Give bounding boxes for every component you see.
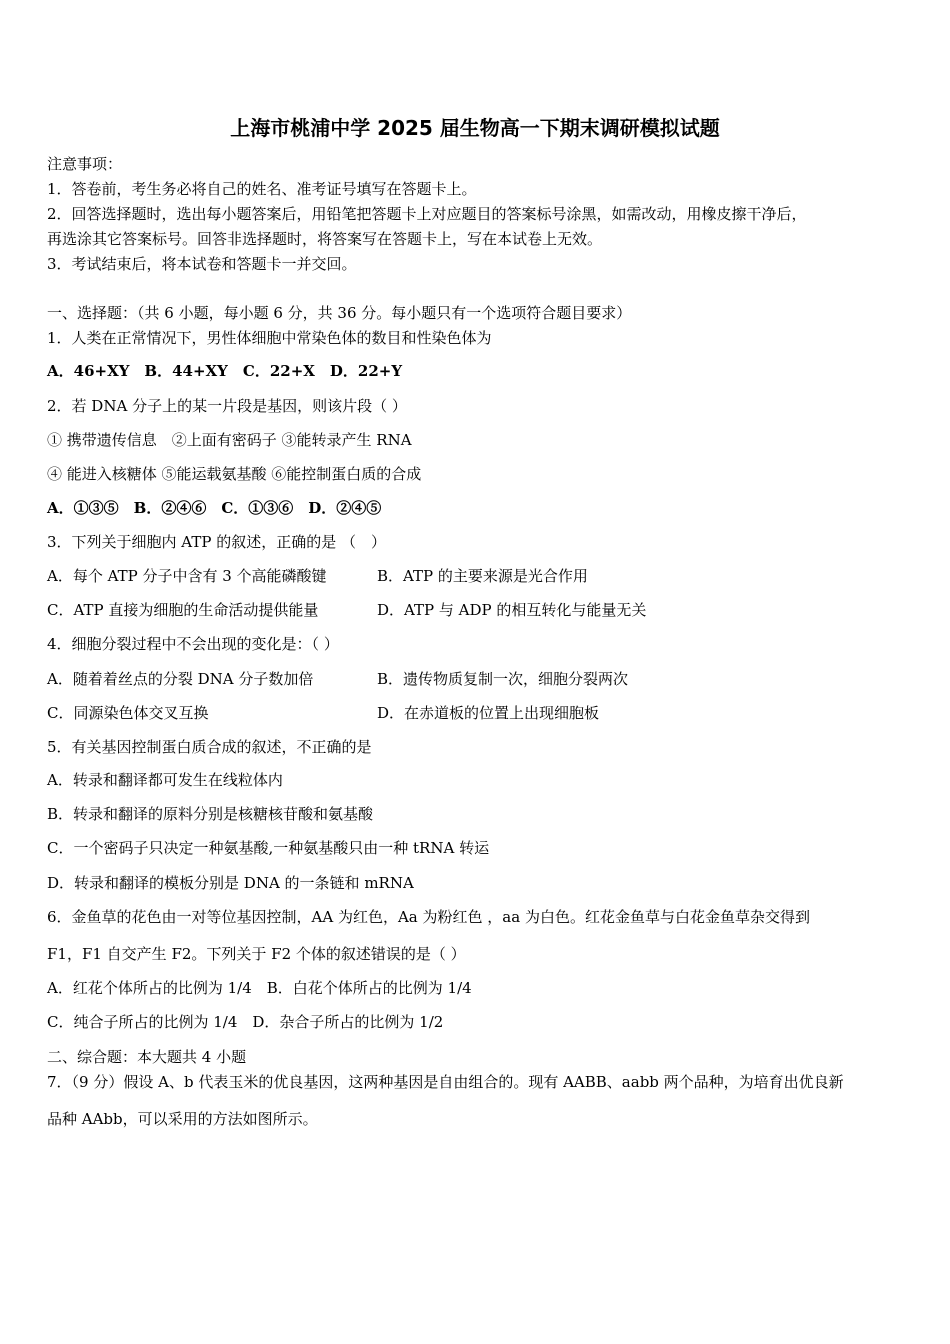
question-stem: 3．下列关于细胞内 ATP 的叙述，正确的是 （ ） — [47, 533, 386, 551]
section-heading: 一、选择题：（共 6 小题，每小题 6 分，共 36 分。每小题只有一个选项符合题目要求） — [47, 304, 632, 322]
section-heading: 二、综合题：本大题共 4 小题 — [47, 1048, 247, 1066]
option-a: A．每个 ATP 分子中含有 3 个高能磷酸键 — [47, 567, 327, 585]
question-options: A．红花个体所占的比例为 1/4 B．白花个体所占的比例为 1/4 — [47, 979, 472, 997]
option-c: C．一个密码子只决定一种氨基酸,一种氨基酸只由一种 tRNA 转运 — [47, 839, 490, 857]
question-statement: ① 携带遗传信息 ②上面有密码子 ③能转录产生 RNA — [47, 431, 412, 449]
notice-item: 再选涂其它答案标号。回答非选择题时，将答案写在答题卡上，写在本试卷上无效。 — [47, 230, 603, 248]
option-c: C．ATP 直接为细胞的生命活动提供能量 — [47, 601, 319, 619]
question-options: A．①③⑤ B．②④⑥ C．①③⑥ D．②④⑤ — [47, 499, 382, 517]
option-b: B．转录和翻译的原料分别是核糖核苷酸和氨基酸 — [47, 805, 374, 823]
notice-item: 3．考试结束后，将本试卷和答题卡一并交回。 — [47, 255, 357, 273]
option-b: B．遗传物质复制一次，细胞分裂两次 — [377, 670, 629, 688]
question-stem: F1，F1 自交产生 F2。下列关于 F2 个体的叙述错误的是（ ） — [47, 945, 466, 963]
question-stem: 5．有关基因控制蛋白质合成的叙述，不正确的是 — [47, 738, 372, 756]
question-stem: 4．细胞分裂过程中不会出现的变化是：（ ） — [47, 635, 339, 653]
option-d: D．转录和翻译的模板分别是 DNA 的一条链和 mRNA — [47, 874, 414, 892]
option-d: D．ATP 与 ADP 的相互转化与能量无关 — [377, 601, 647, 619]
notice-heading: 注意事项： — [47, 155, 123, 173]
option-c: C．同源染色体交叉互换 — [47, 704, 209, 722]
question-stem: 品种 AAbb，可以采用的方法如图所示。 — [47, 1110, 318, 1128]
question-stem: 1．人类在正常情况下，男性体细胞中常染色体的数目和性染色体为 — [47, 329, 492, 347]
question-statement: ④ 能进入核糖体 ⑤能运载氨基酸 ⑥能控制蛋白质的合成 — [47, 465, 422, 483]
page-title: 上海市桃浦中学 2025 届生物高一下期末调研模拟试题 — [230, 116, 720, 140]
option-d: D．在赤道板的位置上出现细胞板 — [377, 704, 600, 722]
notice-item: 1．答卷前，考生务必将自己的姓名、准考证号填写在答题卡上。 — [47, 180, 477, 198]
question-stem: 6．金鱼草的花色由一对等位基因控制，AA 为红色，Aa 为粉红色 ，aa 为白色。红花金鱼草与白花金鱼草杂交得到 — [47, 908, 810, 926]
question-stem: 7．（9 分）假设 A、b 代表玉米的优良基因，这两种基因是自由组合的。现有 AABB、aabb 两个品种，为培育出优良新 — [47, 1073, 844, 1091]
option-b: B．ATP 的主要来源是光合作用 — [377, 567, 588, 585]
notice-item: 2．回答选择题时，选出每小题答案后，用铅笔把答题卡上对应题目的答案标号涂黑，如需改动，用橡皮擦干净后， — [47, 205, 807, 223]
question-stem: 2．若 DNA 分子上的某一片段是基因，则该片段（ ） — [47, 397, 407, 415]
option-a: A．随着着丝点的分裂 DNA 分子数加倍 — [47, 670, 314, 688]
question-options: C．纯合子所占的比例为 1/4 D．杂合子所占的比例为 1/2 — [47, 1013, 444, 1031]
option-a: A．转录和翻译都可发生在线粒体内 — [47, 771, 283, 789]
question-options: A．46+XY B．44+XY C．22+X D．22+Y — [47, 362, 403, 380]
